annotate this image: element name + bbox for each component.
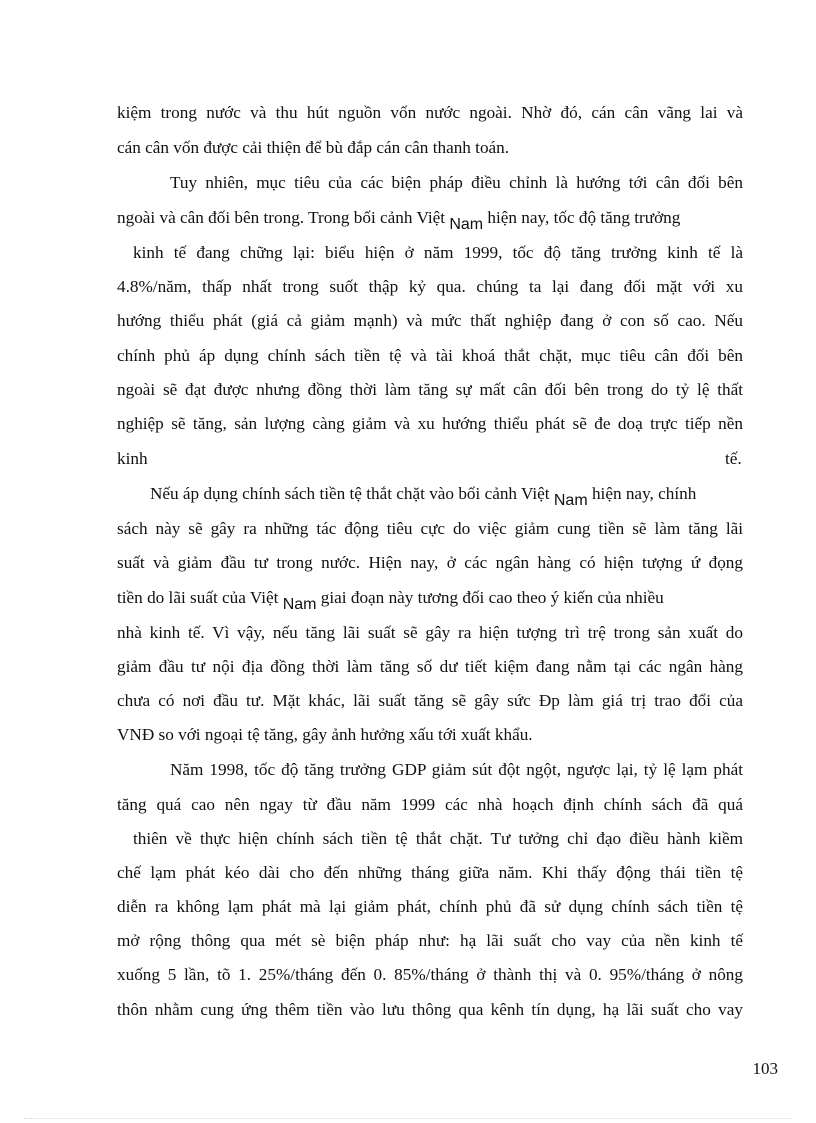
- text-line: chính phủ áp dụng chính sách tiền tệ và tài khoá thắt chặt, mục tiêu cân đối bên: [117, 346, 743, 365]
- text-line: [117, 587, 664, 613]
- text-line: kinh: [117, 449, 148, 468]
- text-line: giảm đầu tư nội địa đồng thời làm tăng số dư tiết kiệm đang nằm tại các ngân hàng: [117, 657, 743, 676]
- text-segment: giai đoạn này tương đối cao theo ý kiến của nhiều: [320, 588, 664, 607]
- text-line: kinh tế đang chững lại: biểu hiện ở năm 1999, tốc độ tăng trưởng kinh tế là: [133, 243, 743, 262]
- text-segment: Nam: [449, 216, 484, 233]
- text-line: ngoài sẽ đạt được nhưng đồng thời làm tăng sự mất cân đối bên trong do tỷ lệ thất: [117, 380, 743, 399]
- text-line: cán cân vốn được cải thiện để bù đắp cán cân thanh toán.: [117, 138, 510, 157]
- text-line: thiên về thực hiện chính sách tiền tệ thắt chặt. Tư tưởng chỉ đạo điều hành kiềm: [133, 829, 743, 848]
- text-line: 4.8%/năm, thấp nhất trong suốt thập kỷ qua. chúng ta lại đang đối mặt với xu: [117, 277, 743, 296]
- text-line: Năm 1998, tốc độ tăng trưởng GDP giảm sút đột ngột, ngược lại, tỷ lệ lạm phát: [170, 760, 743, 779]
- text-segment: Nếu áp dụng chính sách tiền tệ thắt chặt vào bối cảnh Việt: [150, 484, 550, 503]
- text-segment: Nam: [282, 596, 317, 613]
- text-segment: ngoài và cân đối bên trong. Trong bối cảnh Việt: [117, 208, 446, 227]
- text-line: [117, 207, 681, 233]
- text-segment: tiền do lãi suất của Việt: [117, 588, 279, 607]
- text-segment: Nam: [553, 492, 588, 509]
- text-line: xuống 5 lần, tõ 1. 25%/tháng đến 0. 85%/tháng ở thành thị và 0. 95%/tháng ở nông: [117, 965, 743, 984]
- text-line: kiệm trong nước và thu hút nguồn vốn nước ngoài. Nhờ đó, cán cân vãng lai và: [117, 103, 743, 122]
- text-segment: hiện nay, chính: [591, 484, 697, 503]
- page-bottom-border: [24, 1118, 792, 1119]
- text-line: Tuy nhiên, mục tiêu của các biện pháp điều chỉnh là hướng tới cân đối bên: [170, 173, 743, 192]
- text-line: mở rộng thông qua mét sè biện pháp như: hạ lãi suất cho vay của nền kinh tế: [117, 931, 743, 950]
- text-line: sách này sẽ gây ra những tác động tiêu cực do việc giảm cung tiền sẽ làm tăng lãi: [117, 519, 743, 538]
- text-line: diễn ra không lạm phát mà lại giảm phát, chính phủ đã sử dụng chính sách tiền tệ: [117, 897, 743, 916]
- text-line: [150, 483, 697, 509]
- text-line: tăng quá cao nên ngay từ đầu năm 1999 các nhà hoạch định chính sách đã quá: [117, 795, 743, 814]
- text-line: nghiệp sẽ tăng, sản lượng càng giảm và xu hướng thiểu phát sẽ đe doạ trực tiếp nền: [117, 414, 743, 433]
- text-segment: hiện nay, tốc độ tăng trưởng: [487, 208, 681, 227]
- text-line: chưa có nơi đầu tư. Mặt khác, lãi suất tăng sẽ gây sức Ðp làm giá trị trao đổi của: [117, 691, 743, 710]
- text-line: tế.: [725, 449, 742, 468]
- text-line: suất và giảm đầu tư trong nước. Hiện nay, ở các ngân hàng có hiện tượng ứ đọng: [117, 553, 743, 572]
- text-line: thôn nhằm cung ứng thêm tiền vào lưu thông qua kênh tín dụng, hạ lãi suất cho vay: [117, 1000, 743, 1019]
- page-number: 103: [752, 1059, 778, 1078]
- text-line: hướng thiểu phát (giá cả giảm mạnh) và mức thất nghiệp đang ở con số cao. Nếu: [117, 311, 743, 330]
- text-line: nhà kinh tế. Vì vậy, nếu tăng lãi suất sẽ gây ra hiện tượng trì trệ trong sản xuất do: [117, 623, 743, 642]
- text-line: chế lạm phát kéo dài cho đến những tháng giữa năm. Khi thấy động thái tiền tệ: [117, 863, 743, 882]
- text-line: VNĐ so với ngoại tệ tăng, gây ảnh hưởng xấu tới xuất khẩu.: [117, 725, 533, 744]
